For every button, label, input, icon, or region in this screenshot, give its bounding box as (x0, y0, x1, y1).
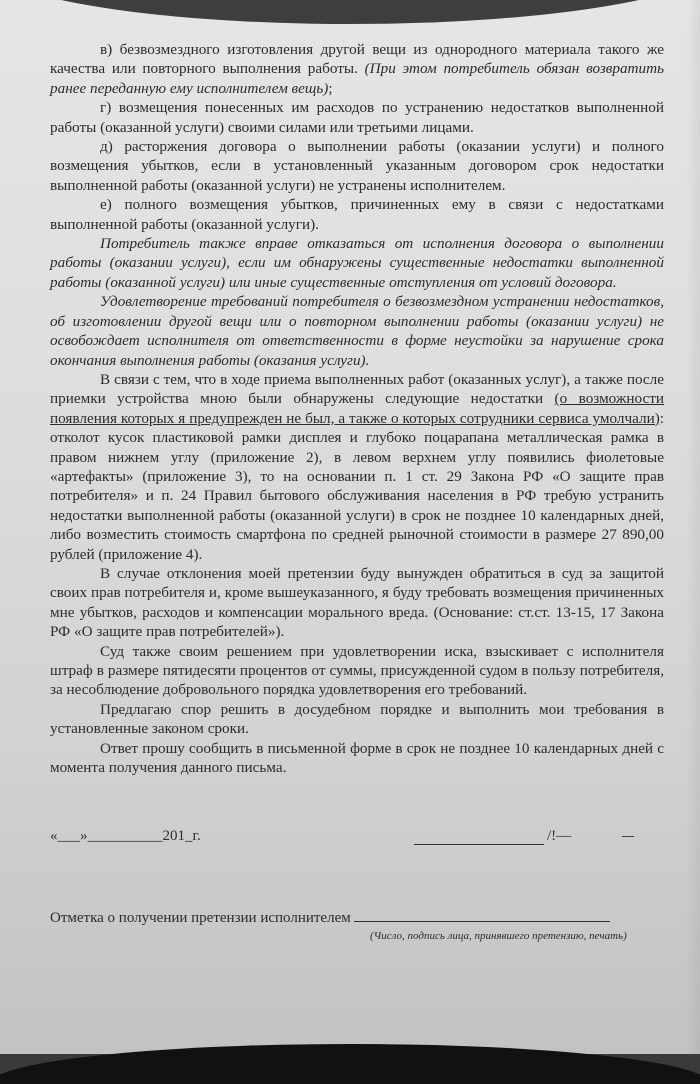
paragraph-liability: Удовлетворение требований потребителя о безвозмездном устранении недостатков, об изготовлении другой вещи или о повторном выполнении работы (оказании услуги) не освобождает исполнителя от ответственности в форме неустойки за нарушение срока окончания выполнения работы (оказания услуги). (50, 293, 664, 369)
bottom-shadow (0, 1044, 700, 1084)
paragraph-response-request: Ответ прошу сообщить в письменной форме в срок не позднее 10 календарных дней с момента получения данного письма. (50, 739, 664, 777)
paragraph-pretrial: Предлагаю спор решить в досудебном порядке и выполнить мои требования в установленные законом сроки. (50, 700, 664, 738)
receipt-note: (Число, подпись лица, принявшего претензию, печать) (370, 930, 627, 942)
document-body (50, 40, 664, 777)
signature-mark: /!— (547, 828, 572, 844)
paragraph-item-e: е) полного возмещения убытков, причиненных ему в связи с недостатками выполненной работы (оказанной услуги). (50, 196, 664, 233)
receipt-label: Отметка о получении претензии исполнителем (50, 910, 351, 926)
signature-row (50, 828, 664, 850)
underlined-remark: (о возможности появления которых я предупрежден не был, а также о которых сотрудники сервиса умолчали) (50, 390, 664, 427)
paragraph-item-g: г) возмещения понесенных им расходов по устранению недостатков выполненной работы (оказанной услуги) своими силами или третьими лицами. (50, 99, 664, 136)
top-shadow (0, 0, 700, 24)
receipt-mark-row (50, 907, 664, 927)
date-field: «___»__________201_г. (50, 828, 201, 844)
paragraph-fine: Суд также своим решением при удовлетворении иска, взыскивает с исполнителя штраф в размере пятидесяти процентов от суммы, присужденной судом в пользу потребителя, за несоблюдение добровольного порядка удовлетворения его требований. (50, 642, 664, 699)
paragraph-item-v: в) безвозмездного изготовления другой вещи из однородного материала такого же качества или повторного выполнения работы. (При этом потребитель обязан возвратить ранее переданную ему исполнителем вещь); (50, 41, 665, 97)
italic-note: (При этом потребитель обязан возвратить ранее переданную ему исполнителем вещь) (50, 60, 665, 97)
paragraph-defects-claim: В связи с тем, что в ходе приема выполненных работ (оказанных услуг), а также после приемки устройства мною были обнаружены следующие недостатки (о возможности появления которых я предупрежден не был, а также о которых сотрудники сервиса умолчали): отколот кусок пластиковой рамки дисплея и глубоко поцарапана металлическая рамка в правом нижнем углу (приложение 2), в левом верхнем углу появились фиолетовые «артефакты» (приложение 3), то на основании п. 1 ст. 29 Закона РФ «О защите прав потребителя» и п. 24 Правил бытового обслуживания населения в РФ требую устранить недостатки выполненной работы (оказанной услуги) в срок не позднее 10 календарных дней, либо возместить стоимость смартфона по средней рыночной стоимости в размере 27 890,00 рублей (приложение 4). (50, 370, 664, 563)
paragraph-item-d: д) расторжения договора о выполнении работы (оказании услуги) и полного возмещения убытков, если в установленный указанным договором срок недостатки выполненной работы (оказанной услуги) не устранены исполнителем. (50, 138, 664, 194)
paragraph-court-warning: В случае отклонения моей претензии буду вынужден обратиться в суд за защитой своих прав потребителя и, кроме вышеуказанного, я буду требовать возмещения причиненных мне убытков, расходов и компенсации морального вреда. (Основание: ст.ст. 13-15, 17 Закона РФ «О защите прав потребителей»). (50, 564, 664, 641)
signature-dash (622, 836, 634, 837)
receipt-line (354, 907, 610, 922)
signature-line (414, 828, 544, 845)
page-edge-shade (686, 0, 700, 1054)
paragraph-refusal-right: Потребитель также вправе отказаться от исполнения договора о выполнении работы (оказании услуги), если им обнаружены существенные недостатки выполненной работы (оказанной услуги) или иные существенные отступления от условий договора. (50, 235, 664, 291)
